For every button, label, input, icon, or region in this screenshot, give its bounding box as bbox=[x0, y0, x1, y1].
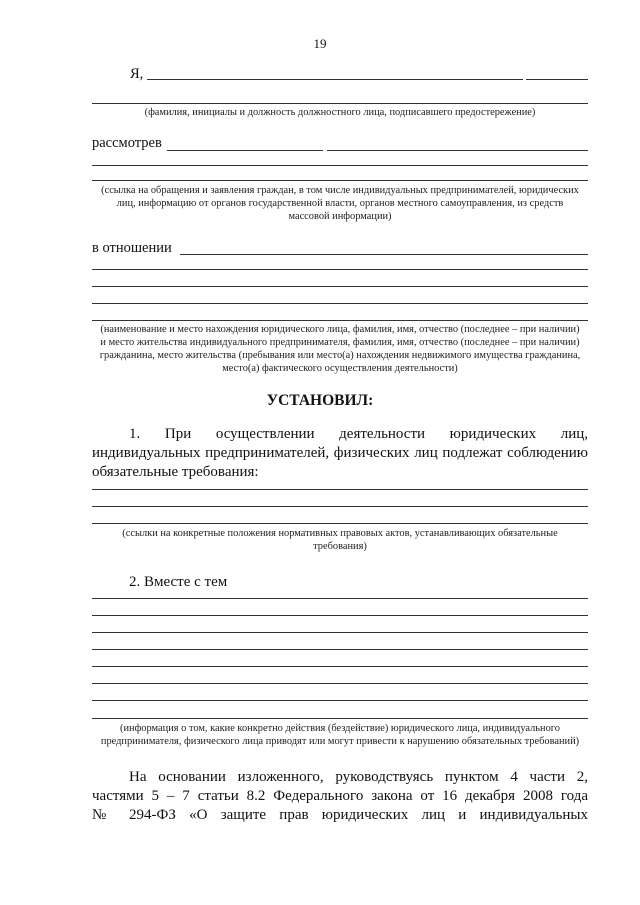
sources-field-line[interactable] bbox=[327, 150, 588, 151]
caption-subject: (наименование и место нахождения юридического лица, фамилия, имя, отчество (последнее – при наличии) и место жительства индивидуального предпринимателя, фамилия, имя, отчество (последнее – при наличии) гражданина, место жительства (пребывания или место(а) нахождения недвижимого имущества гражданина, место(а) фактического осуществления деятельности) bbox=[99, 324, 581, 374]
heading-ustanovil: УСТАНОВИЛ: bbox=[266, 392, 374, 409]
actions-field-line[interactable] bbox=[92, 700, 588, 701]
name-field-line-short[interactable] bbox=[526, 79, 588, 80]
sources-field-line[interactable] bbox=[92, 165, 588, 166]
final-paragraph: На основании изложенного, руководствуясь пунктом 4 части 2, частями 5 – 7 статьи 8.2 Федерального закона от 16 декабря 2008 года № 294-ФЗ «О защите прав юридических лиц и индивидуальных bbox=[92, 769, 588, 823]
subject-field-line[interactable] bbox=[180, 254, 588, 255]
subject-field-line[interactable] bbox=[92, 286, 588, 287]
name-field-line[interactable] bbox=[147, 79, 523, 80]
requirements-field-line[interactable] bbox=[92, 523, 588, 524]
requirements-field-line[interactable] bbox=[92, 506, 588, 507]
actions-field-line[interactable] bbox=[92, 683, 588, 684]
actions-field-line[interactable] bbox=[92, 598, 588, 599]
official-field-line[interactable] bbox=[92, 103, 588, 104]
caption-sources: (ссылка на обращения и заявления граждан, в том числе индивидуальных предпринимателей, юридических лиц, информацию от органов государственной власти, органов местного самоуправления, из средств массовой информации) bbox=[101, 185, 579, 222]
page-number: 19 bbox=[313, 36, 327, 51]
actions-field-line[interactable] bbox=[92, 649, 588, 650]
sources-field-line-short[interactable] bbox=[167, 150, 323, 151]
actions-field-line[interactable] bbox=[92, 615, 588, 616]
item2-label: 2. Вместе с тем bbox=[129, 574, 228, 590]
subject-field-line[interactable] bbox=[92, 320, 588, 321]
subject-field-line[interactable] bbox=[92, 303, 588, 304]
otnoshenii-label: в отношении bbox=[92, 240, 172, 256]
caption-requirements: (ссылки на конкретные положения нормативных правовых актов, устанавливающих обязательные требования) bbox=[122, 528, 558, 552]
ya-label: Я, bbox=[130, 66, 144, 82]
actions-field-line[interactable] bbox=[92, 718, 588, 719]
item1-paragraph: 1. При осуществлении деятельности юридических лиц, индивидуальных предпринимателей, физических лиц подлежат соблюдению обязательные требования: bbox=[92, 426, 588, 480]
caption-official: (фамилия, инициалы и должность должностного лица, подписавшего предостережение) bbox=[144, 107, 536, 118]
requirements-field-line[interactable] bbox=[92, 489, 588, 490]
caption-actions: (информация о том, какие конкретно действия (бездействие) юридического лица, индивидуального предпринимателя, физического лица приводят или могут привести к нарушению обязательных требований) bbox=[100, 723, 580, 747]
subject-field-line[interactable] bbox=[92, 269, 588, 270]
sources-field-line[interactable] bbox=[92, 180, 588, 181]
rassmotrev-label: рассмотрев bbox=[92, 135, 162, 151]
actions-field-line[interactable] bbox=[92, 666, 588, 667]
actions-field-line[interactable] bbox=[92, 632, 588, 633]
